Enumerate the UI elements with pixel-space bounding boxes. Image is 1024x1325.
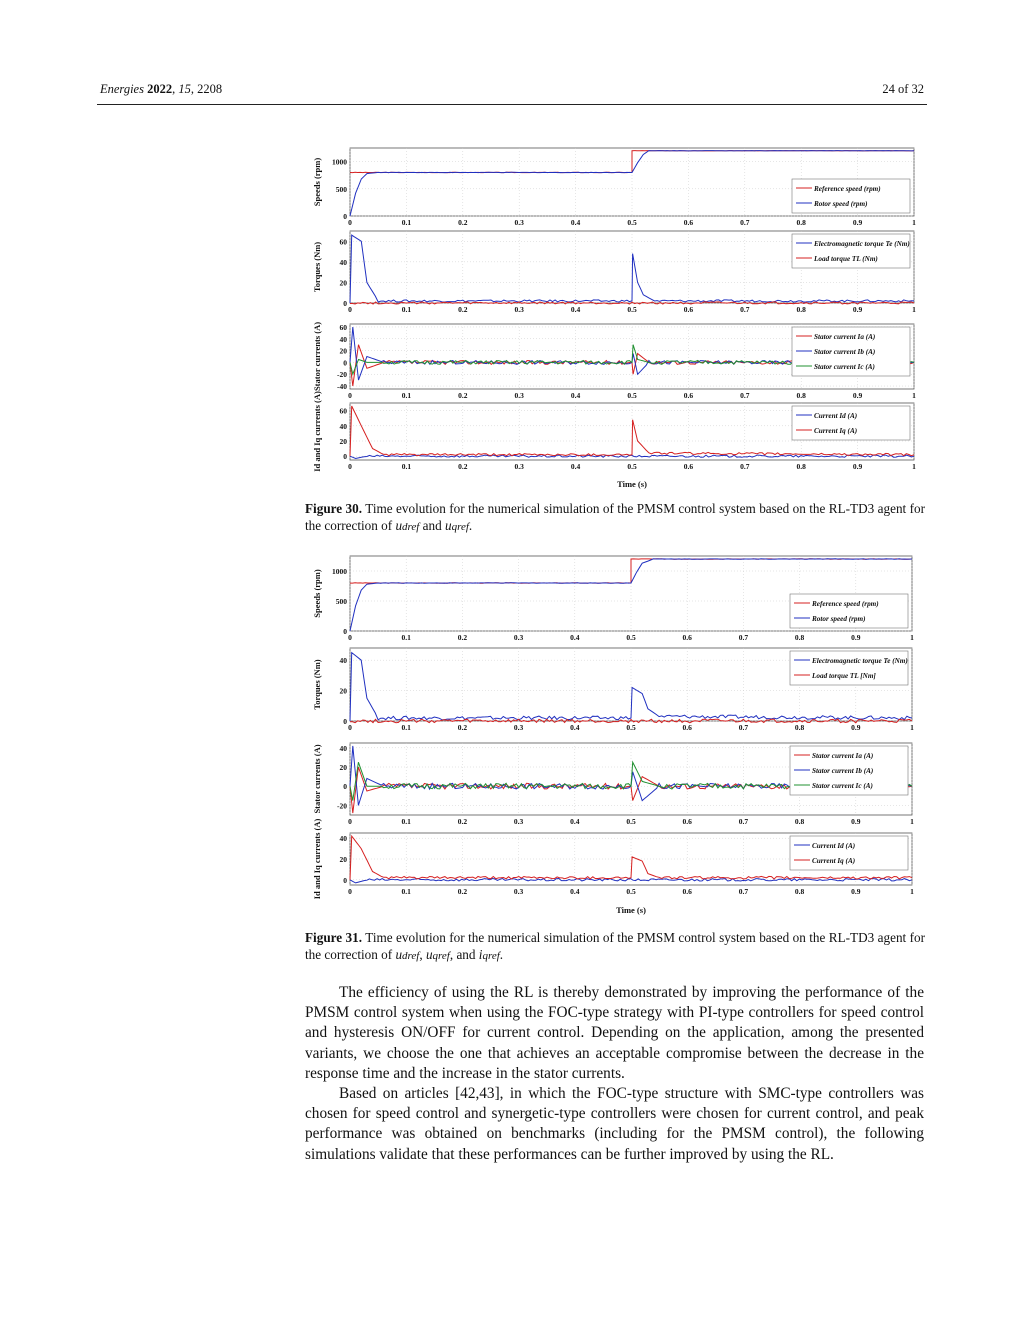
figure-31-caption-text: Time evolution for the numerical simulation of the PMSM control system based on the RL-TD3 agent for the correction of [305,930,926,962]
x-tick-label: 0.3 [513,723,524,732]
x-tick-label: 0.4 [570,723,580,732]
page-number: 24 of 32 [882,82,924,96]
x-tick-label: 0.4 [570,305,581,314]
x-tick-label: 0.1 [401,391,412,400]
y-axis-label: Stator currents (A) [312,744,322,814]
y-tick-label: 1000 [332,157,347,167]
header-rule [97,104,927,105]
x-tick-label: 0.7 [738,887,749,896]
x-tick-label: 0.2 [458,305,468,314]
y-tick-label: 0 [343,782,347,792]
x-tick-label: 0.8 [796,391,806,400]
y-tick-label: 0 [343,452,347,462]
y-axis-label: Id and Iq currents (A) [312,391,322,472]
x-tick-label: 0.2 [458,391,468,400]
x-tick-label: 0.5 [627,305,637,314]
figure-31-i-qref: i [478,947,483,962]
y-tick-label: 500 [335,184,347,194]
x-axis-label: Time (s) [617,479,647,489]
x-tick-label: 0.6 [683,462,694,471]
y-tick-label: 0 [343,875,347,885]
legend-entry: Reference speed (rpm) [814,185,881,193]
x-tick-label: 0.5 [627,391,637,400]
x-tick-label: 0.6 [682,817,692,826]
figure-31-u-qref: u [425,947,433,962]
legend-entry: Electromagnetic torque Te (Nm) [812,657,908,665]
figure-30-caption-text: Time evolution for the numerical simulation of the PMSM control system based on the RL-TD3 agent for the correction of [305,501,926,533]
figure-31-comma2: , and [449,947,476,962]
x-tick-label: 0.6 [682,633,692,642]
x-tick-label: 0.4 [570,218,581,227]
x-tick-label: 0.1 [401,723,411,732]
x-tick-label: 0.7 [740,462,750,471]
figure-30-chart [300,143,925,493]
y-axis-label: Speeds (rpm) [312,569,322,618]
x-tick-label: 0.9 [852,305,863,314]
figure-30-caption [305,500,925,536]
x-tick-label: 0.3 [514,391,524,400]
panel-0 [312,556,914,642]
legend-entry: Stator current Ia (A) [812,752,874,760]
figure-30-end: . [468,518,473,533]
panel-2 [312,743,914,826]
figure-31-sub-iqref: qref [482,950,500,962]
figure-30-sub-qref: qref [451,521,469,533]
body-text [305,983,924,1165]
y-tick-label: 40 [339,743,347,753]
figure-31-caption [305,929,925,965]
y-tick-label: 20 [339,763,347,772]
x-tick-label: 0.2 [457,817,468,826]
legend-entry: Current Iq (A) [814,427,858,435]
x-tick-label: 1 [910,817,914,826]
figure-30-svg [300,143,925,493]
y-tick-label: 40 [339,421,347,431]
y-tick-label: -40 [337,382,347,392]
x-tick-label: 0.2 [457,723,468,732]
x-tick-label: 0.9 [851,817,861,826]
legend-entry: Current Id (A) [814,412,858,420]
x-tick-label: 0 [348,887,352,896]
legend-entry: Load torque TL (Nm) [814,255,878,263]
x-tick-label: 0.4 [570,391,581,400]
x-tick-label: 0.8 [794,723,805,732]
y-tick-label: 60 [339,406,347,416]
x-tick-label: 0.9 [851,633,861,642]
article-number: 2208 [197,82,223,96]
panel-1 [312,231,916,314]
x-tick-label: 0.9 [852,218,863,227]
x-tick-label: 0.3 [513,817,524,826]
paragraph-1: The efficiency of using the RL is thereby demonstrated by improving the performance of the PMSM control system when using the FOC-type strategy with PI-type controllers for speed control and hysteresis ON/OFF for current control. Depending on the application, among the presented variants, we choose the one that achieves an acceptable compromise between the decrease in the response time and the increase in the stator currents. [305,984,924,1082]
x-tick-label: 0.1 [401,633,411,642]
legend-entry: Stator current Ia (A) [814,333,876,341]
figure-31-sub-dref: dref [402,950,420,962]
x-tick-label: 0.2 [457,887,468,896]
x-axis-label: Time (s) [616,905,646,915]
legend-entry: Stator current Ic (A) [814,363,875,371]
y-tick-label: 20 [339,437,347,446]
figure-30-u-qref: u [445,518,452,533]
x-tick-label: 0.6 [682,887,692,896]
y-tick-label: 0 [343,717,347,726]
x-tick-label: 0.2 [457,633,468,642]
x-tick-label: 0.5 [626,887,636,896]
x-tick-label: 1 [910,887,914,896]
legend-entry: Rotor speed (rpm) [812,615,866,623]
x-tick-label: 0.9 [852,391,863,400]
x-tick-label: 0.3 [513,633,524,642]
x-tick-label: 0.6 [682,723,692,732]
y-tick-label: 500 [335,597,347,606]
y-axis-label: Stator currents (A) [312,321,322,392]
y-tick-label: 0 [343,212,347,221]
x-tick-label: 0.7 [738,817,749,826]
x-tick-label: 0.8 [794,817,805,826]
x-tick-label: 0.1 [401,887,411,896]
x-tick-label: 1 [912,218,916,227]
x-tick-label: 0 [348,462,352,471]
x-tick-label: 0.4 [570,817,580,826]
legend-entry: Load torque TL [Nm] [812,672,876,680]
paragraph-2: Based on articles [42,43], in which the FOC-type structure with SMC-type controllers was chosen for speed control and synergetic-type controllers were chosen for current control, and peak performance was obtained on benchmarks (including for the PMSM control), the following simulations validate that these performances can be further improved by using the RL. [305,1085,924,1163]
y-tick-label: -20 [337,370,347,380]
x-tick-label: 0.9 [851,723,861,732]
panel-2 [312,322,916,400]
legend-entry: Rotor speed (rpm) [814,200,868,208]
journal-volume: 15 [178,82,191,96]
legend-entry: Reference speed (rpm) [812,600,879,608]
x-tick-label: 0.8 [794,887,805,896]
x-tick-label: 1 [910,633,914,642]
y-tick-label: 40 [339,834,347,844]
y-tick-label: 20 [339,855,347,864]
y-tick-label: 60 [339,237,347,247]
x-tick-label: 0.6 [683,305,694,314]
x-tick-label: 0.3 [514,305,524,314]
x-tick-label: 0 [348,633,352,642]
y-axis-label: Speeds (rpm) [312,157,322,207]
legend-entry: Electromagnetic torque Te (Nm) [814,240,910,248]
legend-entry: Current Iq (A) [812,857,856,865]
x-tick-label: 1 [912,462,916,471]
y-tick-label: 40 [339,257,347,267]
legend-entry: Current Id (A) [812,842,856,850]
figure-30-u-dref: u [395,518,403,533]
x-tick-label: 0 [348,391,352,400]
x-tick-label: 0.2 [458,218,468,227]
x-tick-label: 0.4 [570,887,580,896]
panel-0 [312,148,916,227]
y-tick-label: 60 [339,322,347,332]
y-tick-label: 40 [339,334,347,344]
x-tick-label: 0 [348,723,352,732]
y-tick-label: 0 [343,299,347,308]
journal-year: 2022 [147,82,173,96]
x-tick-label: 0.8 [796,218,806,227]
x-tick-label: 0.9 [852,462,863,471]
figure-31-chart [300,553,925,919]
x-tick-label: 0.3 [514,462,524,471]
x-tick-label: 0.1 [401,218,412,227]
x-tick-label: 0.6 [683,391,694,400]
figure-31-svg [300,553,925,919]
x-tick-label: 0.7 [740,218,750,227]
x-tick-label: 0.7 [740,305,750,314]
x-tick-label: 0.3 [514,218,524,227]
y-tick-label: 40 [339,656,347,666]
journal-name: Energies [100,82,144,96]
running-header: Energies 2022, 15, 2208 [100,82,223,96]
x-tick-label: 0.1 [401,462,412,471]
figure-31-u-dref: u [395,947,403,962]
figure-31-end: . [499,947,504,962]
x-tick-label: 0.5 [627,218,637,227]
figure-30-and: and [422,518,442,533]
x-tick-label: 0.5 [626,723,636,732]
x-tick-label: 1 [912,391,916,400]
x-tick-label: 0 [348,817,352,826]
y-tick-label: 0 [343,627,347,636]
y-tick-label: 20 [339,346,347,356]
legend-entry: Stator current Ic (A) [812,782,873,790]
y-axis-label: Torques (Nm) [312,659,322,710]
x-tick-label: 0.8 [794,633,805,642]
x-tick-label: 0.1 [401,817,411,826]
x-tick-label: 0 [348,305,352,314]
y-axis-label: Id and Iq currents (A) [312,818,322,900]
y-tick-label: 20 [339,686,347,696]
y-axis-label: Torques (Nm) [312,241,322,293]
figure-31-label: Figure 31. [305,930,363,945]
x-tick-label: 0.4 [570,462,581,471]
x-tick-label: 0.5 [626,633,636,642]
x-tick-label: 0.8 [796,462,806,471]
x-tick-label: 0.7 [738,723,749,732]
y-tick-label: 0 [343,358,347,368]
y-tick-label: 1000 [332,567,347,576]
x-tick-label: 0.9 [851,887,861,896]
x-tick-label: 1 [910,723,914,732]
x-tick-label: 0.5 [626,817,636,826]
panel-3 [312,819,914,900]
x-tick-label: 0.7 [738,633,749,642]
figure-31-sub-qref: qref [432,950,450,962]
legend-entry: Stator current Ib (A) [814,348,876,356]
x-tick-label: 0 [348,218,352,227]
x-tick-label: 0.8 [796,305,806,314]
y-tick-label: -20 [337,801,347,811]
figure-30-sub-dref: dref [402,521,420,533]
y-tick-label: 20 [339,278,347,288]
x-tick-label: 1 [912,305,916,314]
x-tick-label: 0.1 [401,305,412,314]
figure-31-comma1: , [419,947,423,962]
figure-30-label: Figure 30. [305,501,363,516]
x-tick-label: 0.6 [683,218,694,227]
x-tick-label: 0.4 [570,633,580,642]
legend-entry: Stator current Ib (A) [812,767,874,775]
panel-3 [312,391,916,472]
x-tick-label: 0.2 [458,462,468,471]
panel-1 [312,648,914,732]
x-tick-label: 0.3 [513,887,524,896]
x-tick-label: 0.7 [740,391,750,400]
x-tick-label: 0.5 [627,462,637,471]
